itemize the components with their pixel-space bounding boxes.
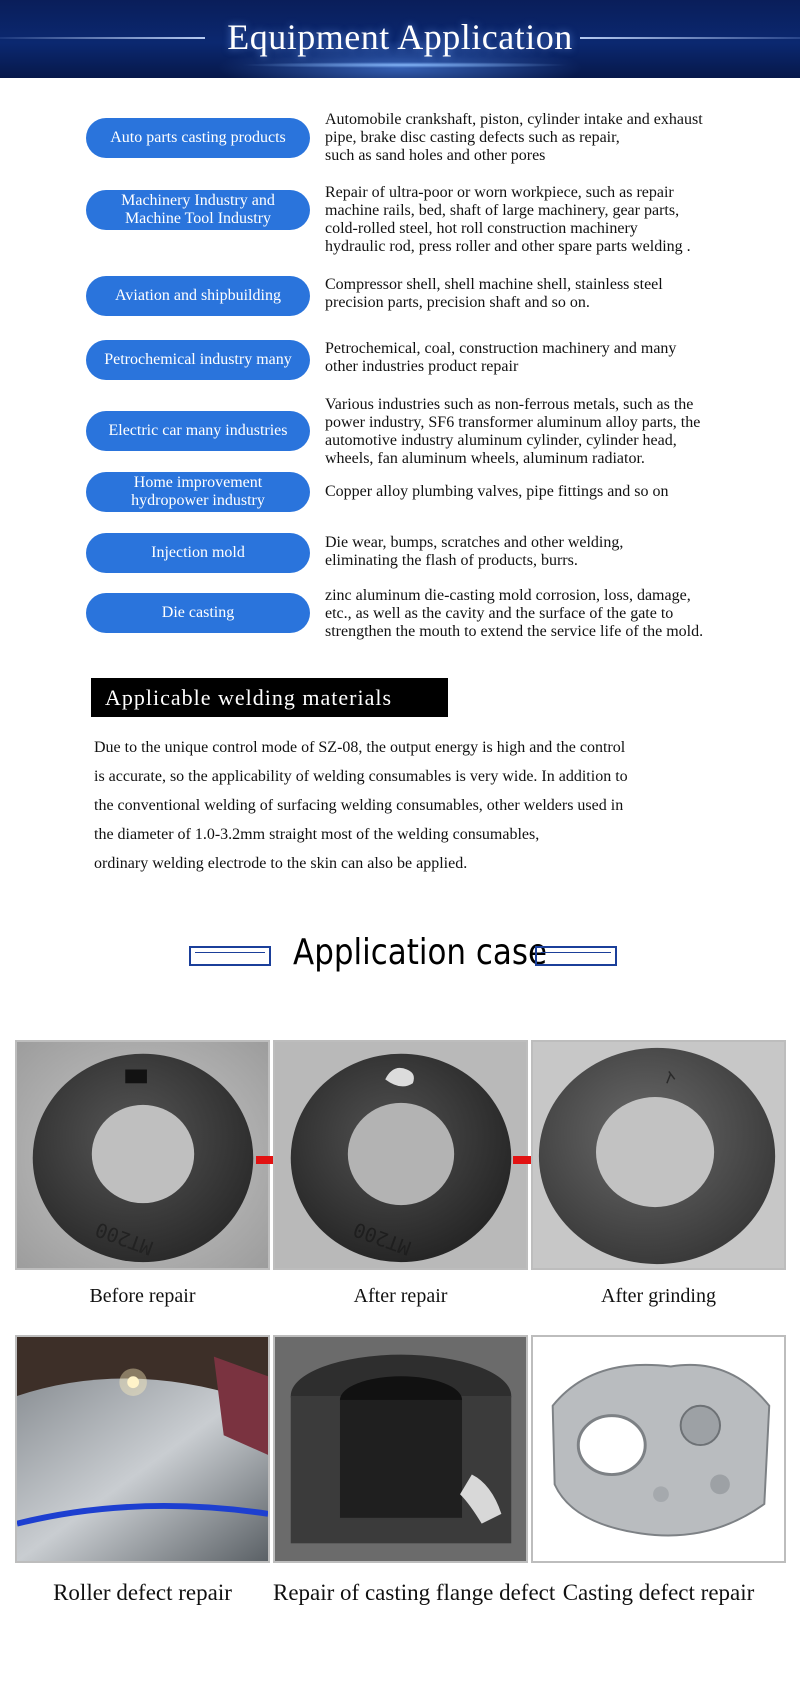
materials-paragraph: Due to the unique control mode of SZ-08, the output energy is high and the control is accurate, so the applicability of welding consumables is very wide. In addition to the conventional welding of surfacing welding consumables, other welders used in the diameter of 1.0-3.2mm straight most of the welding consumables, ordinary welding electrode to the skin can also be applied. bbox=[94, 739, 628, 872]
category-description: Compressor shell, shell machine shell, stainless steel precision parts, precision shaft and so on. bbox=[325, 276, 663, 311]
category-pill: Auto parts casting products bbox=[86, 118, 310, 158]
disc-marking: MT200 bbox=[92, 1217, 156, 1260]
page-title: Equipment Application bbox=[227, 17, 573, 57]
application-row bbox=[0, 470, 800, 514]
application-row bbox=[0, 104, 800, 164]
case-section-title bbox=[0, 932, 800, 982]
category-description: Petrochemical, coal, construction machinery and many other industries product repair bbox=[325, 340, 677, 375]
category-description: Automobile crankshaft, piston, cylinder intake and exhaust pipe, brake disc casting defects such as repair, such as sand holes and other pores bbox=[325, 111, 703, 164]
caption-roller-defect: Roller defect repair bbox=[53, 1580, 232, 1605]
category-description: Various industries such as non-ferrous metals, such as the power industry, SF6 transformer aluminum alloy parts, the automotive industry aluminum cylinder, cylinder head, wheels, fan aluminum wheels, aluminum radiator. bbox=[325, 396, 701, 467]
banner-glow bbox=[240, 62, 570, 68]
photo-casting-flange bbox=[273, 1335, 528, 1563]
photo-before-repair bbox=[15, 1040, 270, 1270]
caption-casting-flange: Repair of casting flange defect bbox=[273, 1580, 556, 1605]
category-pill: Aviation and shipbuilding bbox=[86, 276, 310, 316]
caption-after-grinding: After grinding bbox=[601, 1285, 716, 1307]
category-pill: Injection mold bbox=[86, 533, 310, 573]
caption-casting-defect: Casting defect repair bbox=[562, 1580, 755, 1605]
category-pill: Machinery Industry and Machine Tool Industry bbox=[86, 190, 310, 230]
category-description: Die wear, bumps, scratches and other welding, eliminating the flash of products, burrs. bbox=[325, 534, 624, 569]
application-row bbox=[0, 180, 800, 258]
title-frame-right bbox=[535, 946, 617, 966]
case-title-text: Application case bbox=[293, 932, 548, 973]
photo-roller-defect bbox=[15, 1335, 270, 1563]
photo-after-grinding bbox=[531, 1040, 786, 1270]
category-description: Copper alloy plumbing valves, pipe fittings and so on bbox=[325, 483, 669, 500]
application-row bbox=[0, 530, 800, 580]
category-description: zinc aluminum die-casting mold corrosion, loss, damage, etc., as well as the cavity and the surface of the gate to strengthen the mouth to extend the service life of the mold. bbox=[325, 587, 704, 640]
category-pill: Electric car many industries bbox=[86, 411, 310, 451]
application-row bbox=[0, 268, 800, 318]
application-row bbox=[0, 586, 800, 646]
photo-after-repair bbox=[273, 1040, 528, 1270]
category-pill: Home improvement hydropower industry bbox=[86, 472, 310, 512]
category-description: Repair of ultra-poor or worn workpiece, such as repair machine rails, bed, shaft of large machinery, gear parts, cold-rolled steel, hot roll construction machinery hydraulic rod, press roller and other spare parts welding . bbox=[325, 184, 691, 255]
caption-before-repair: Before repair bbox=[89, 1285, 196, 1307]
header-banner bbox=[0, 0, 800, 78]
title-frame-left bbox=[189, 946, 271, 966]
materials-heading: Applicable welding materials bbox=[91, 678, 448, 717]
photo-casting-defect bbox=[531, 1335, 786, 1563]
application-row bbox=[0, 394, 800, 468]
caption-after-repair: After repair bbox=[353, 1285, 448, 1307]
category-pill: Die casting bbox=[86, 593, 310, 633]
application-row bbox=[0, 332, 800, 382]
disc-marking: MT200 bbox=[350, 1217, 414, 1260]
category-pill: Petrochemical industry many bbox=[86, 340, 310, 380]
